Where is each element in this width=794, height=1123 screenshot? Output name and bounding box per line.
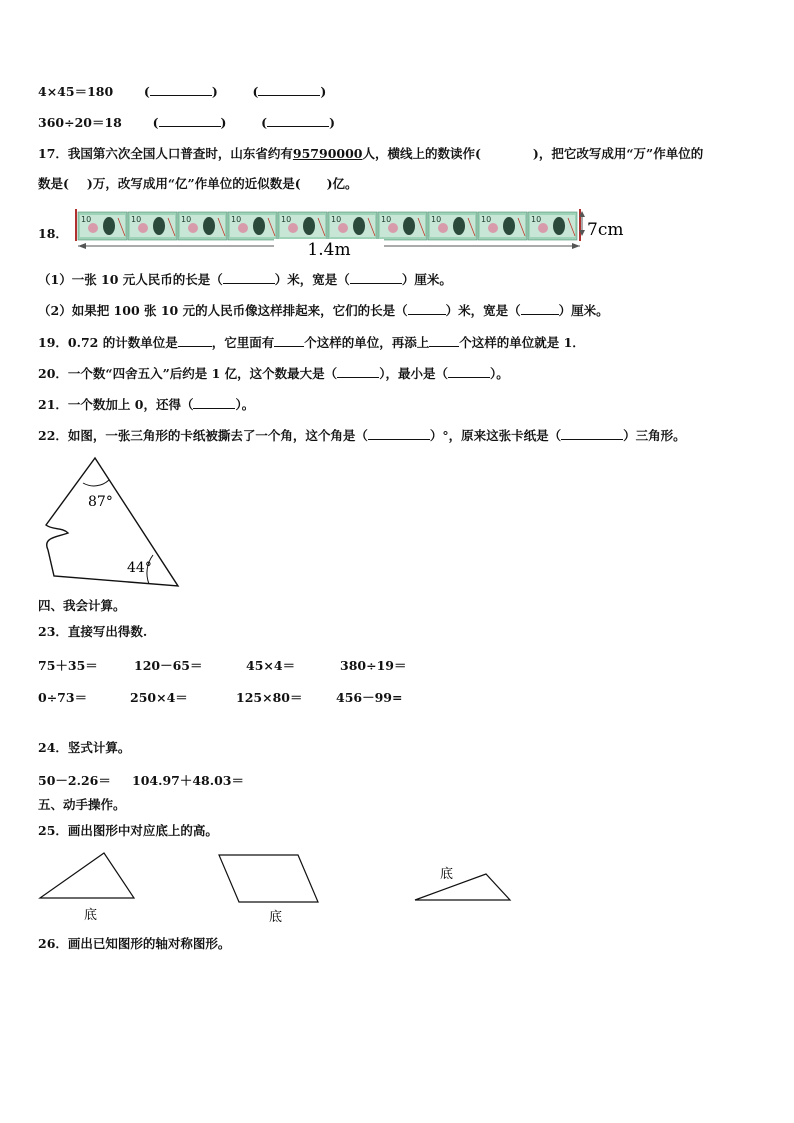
banknote-value: 10 [381,215,392,224]
calc-item: 250×4＝ [130,690,188,705]
answer-blank[interactable]: ( ) [152,115,227,130]
question-23-title: 23．直接写出得数. [38,624,148,639]
torn-triangle-shape [46,458,178,586]
banknote-value: 10 [431,215,442,224]
answer-blank[interactable] [337,365,379,378]
banknote [478,212,527,240]
equation-row-2 [38,114,335,131]
banknote [78,212,127,240]
banknote-value: 10 [531,215,542,224]
banknote-value: 10 [331,215,342,224]
q22-text: ）°，原来这张卡纸是（ [429,428,562,443]
question-19 [38,334,585,351]
question-24-title: 24．竖式计算。 [38,740,131,755]
answer-blank[interactable]: ( ) [261,115,335,130]
question-22 [38,427,686,444]
banknote [328,212,377,240]
question-25-title: 25．画出图形中对应底上的高。 [38,823,218,838]
answer-blank[interactable] [350,271,402,284]
q17-text: 人，横线上的数读作( [362,146,481,161]
q20-text: 20．一个数“四舍五入”后约是 1 亿，这个数最大是（ [38,366,338,381]
banknote [278,212,327,240]
answer-blank[interactable] [429,334,459,347]
calc-item: 0÷73＝ [38,690,88,705]
answer-blank[interactable] [368,427,430,440]
equation-text: 360÷20＝18 [38,115,122,130]
q19-text: 个这样的单位，再添上 [304,335,430,350]
calc-item: 380÷19＝ [340,658,407,673]
question-17-line-2 [38,176,358,192]
answer-blank[interactable]: ( ) [143,84,218,99]
vertical-calc-item: 50－2.26＝ [38,773,111,788]
q18-text: （2）如果把 100 张 10 元的人民币像这样排起来，它们的长是（ [38,303,408,318]
answer-blank[interactable] [223,271,275,284]
calc-item: 120－65＝ [134,658,203,673]
answer-blank[interactable]: ( ) [252,84,327,99]
q21-text: 21．一个数加上 0，还得（ [38,397,194,412]
triangle-shape-1 [40,853,134,898]
parallelogram-shape [219,855,318,902]
q20-text: ），最小是（ [379,366,448,381]
equation-row-1 [38,83,326,100]
section-5-heading: 五、动手操作。 [38,797,126,812]
question-18-sub-2 [38,302,609,319]
banknote-value: 10 [181,215,192,224]
triangle-shape-2 [415,874,510,900]
q17-text: 17．我国第六次全国人口普查时，山东省约有 [38,146,293,161]
q17-number: 95790000 [292,146,363,161]
q17-text: )，把它改写成用“万”作单位的 [532,146,704,161]
banknote [178,212,227,240]
q19-text: 个这样的单位就是 1． [459,335,585,350]
banknote [228,212,277,240]
q18-number: 18． [38,226,68,241]
q22-text: ）三角形。 [623,428,686,443]
width-label: 7cm [587,220,624,240]
banknote-value: 10 [231,215,242,224]
top-angle-arc [83,480,109,486]
torn-triangle-figure [40,455,190,595]
calc-item: 456－99= [336,690,403,705]
banknote-value: 10 [131,215,142,224]
section-4-heading: 四、我会计算。 [38,598,126,613]
banknote-strip [78,212,577,240]
q21-text: ）。 [235,397,255,412]
q22-text: 22．如图，一张三角形的卡纸被撕去了一个角，这个角是（ [38,428,368,443]
answer-blank[interactable] [561,427,623,440]
banknote-value: 10 [81,215,92,224]
banknote [378,212,427,240]
q18-text: ）厘米。 [401,272,452,287]
length-label: 1.4m [307,240,351,260]
banknote-value: 10 [481,215,492,224]
question-20 [38,365,509,382]
answer-blank[interactable] [408,302,446,315]
banknote-strip-figure [74,205,634,260]
base-label: 底 [269,910,283,925]
q18-text: ）米，宽是（ [445,303,521,318]
vertical-calc-item: 104.97＋48.03＝ [132,773,244,788]
question-21 [38,396,254,413]
banknote [428,212,477,240]
answer-blank[interactable] [178,334,212,347]
answer-blank[interactable] [274,334,304,347]
angle-bottom-label: 44° [127,560,152,576]
q17-text: )万，改写成用“亿”作单位的近似数是( [86,176,301,191]
q17-text: 数是( [38,176,69,191]
calc-item: 125×80＝ [236,690,303,705]
question-26-title: 26．画出已知图形的轴对称图形。 [38,936,231,951]
q17-text: )亿。 [326,176,358,191]
angle-top-label: 87° [88,494,113,510]
q19-text: 19．0.72 的计数单位是 [38,335,178,350]
q18-text: （1）一张 10 元人民币的长是（ [38,272,223,287]
q20-text: ）。 [489,366,509,381]
question-17-line-1 [38,146,703,162]
banknote [128,212,177,240]
equation-text: 4×45＝180 [38,84,114,99]
banknote-value: 10 [281,215,292,224]
calc-item: 75＋35＝ [38,658,98,673]
q18-text: ）米，宽是（ [274,272,350,287]
base-label: 底 [440,867,454,882]
shapes-figure [36,848,556,928]
question-18-sub-1 [38,271,452,288]
q19-text: ，它里面有 [211,335,275,350]
q18-text: ）厘米。 [558,303,609,318]
answer-blank[interactable] [193,396,235,409]
base-label: 底 [84,908,98,923]
calc-item: 45×4＝ [246,658,296,673]
answer-blank[interactable] [448,365,490,378]
answer-blank[interactable] [521,302,559,315]
banknote [528,212,577,240]
